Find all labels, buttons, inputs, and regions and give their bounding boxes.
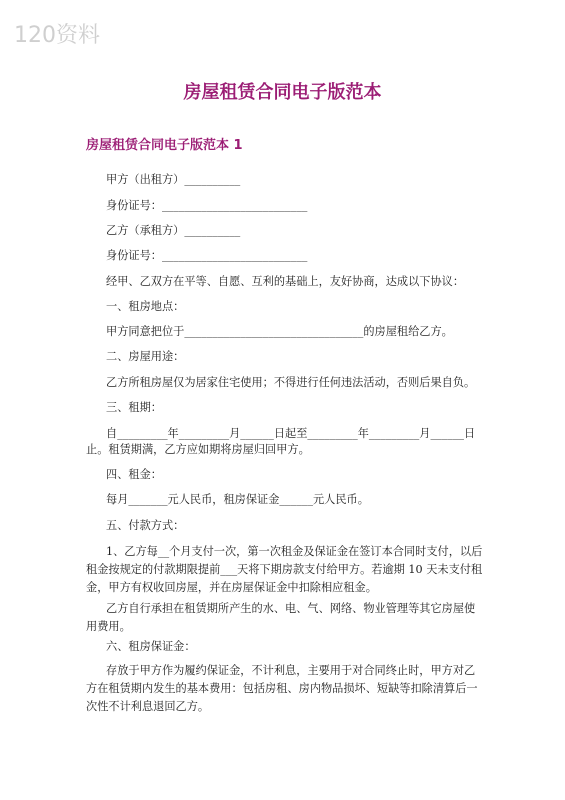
heading-usage: 二、房屋用途： (106, 350, 185, 363)
term-clause-line1: 自_________年_________月______日起至_________年_________月______日 (106, 427, 476, 440)
party-b-id-line: 身份证号：__________________________ (106, 249, 308, 262)
usage-clause: 乙方所租房屋仅为居家住宅使用；不得进行任何违法活动，否则后果自负。 (106, 376, 476, 389)
heading-deposit: 六、租房保证金： (106, 640, 196, 653)
deposit-clause: 存放于甲方作为履约保证金，不计利息，主要用于对合同终止时，甲方对乙方在租赁期内发生的基本费用：包括房租、房内物品损坏、短缺等扣除清算后一次性不计利息退回乙方。 (86, 664, 478, 713)
location-clause: 甲方同意把位于________________________________的房屋租给乙方。 (106, 325, 453, 338)
intro-paragraph: 经甲、乙双方在平等、自愿、互利的基础上，友好协商，达成以下协议： (106, 275, 465, 288)
heading-term: 三、租期： (106, 401, 162, 414)
party-a-line: 甲方（出租方）__________ (106, 173, 241, 186)
term-clause-line2: 止。租赁期满，乙方应如期将房屋归回甲方。 (86, 443, 310, 456)
heading-location: 一、租房地点： (106, 300, 185, 313)
section-title: 房屋租赁合同电子版范本 1 (86, 138, 243, 153)
heading-payment: 五、付款方式： (106, 519, 185, 532)
watermark-logo: 120资料 (14, 23, 100, 48)
payment-clause: 1、乙方每__个月支付一次，第一次租金及保证金在签订本合同时支付，以后租金按规定的付款期限提前___天将下期房款支付给甲方。若逾期 10 天未支付租金，甲方有权收回房屋，并在房屋保证金中扣除相应租金。 (86, 545, 483, 594)
heading-rent: 四、租金： (106, 468, 162, 481)
party-b-line: 乙方（承租方）__________ (106, 224, 241, 237)
utilities-clause: 乙方自行承担在租赁期所产生的水、电、气、网络、物业管理等其它房屋使用费用。 (86, 602, 476, 633)
rent-clause: 每月_______元人民币，租房保证金______元人民币。 (106, 493, 369, 506)
party-a-id-line: 身份证号：__________________________ (106, 199, 308, 212)
document-title: 房屋租赁合同电子版范本 (183, 82, 382, 103)
